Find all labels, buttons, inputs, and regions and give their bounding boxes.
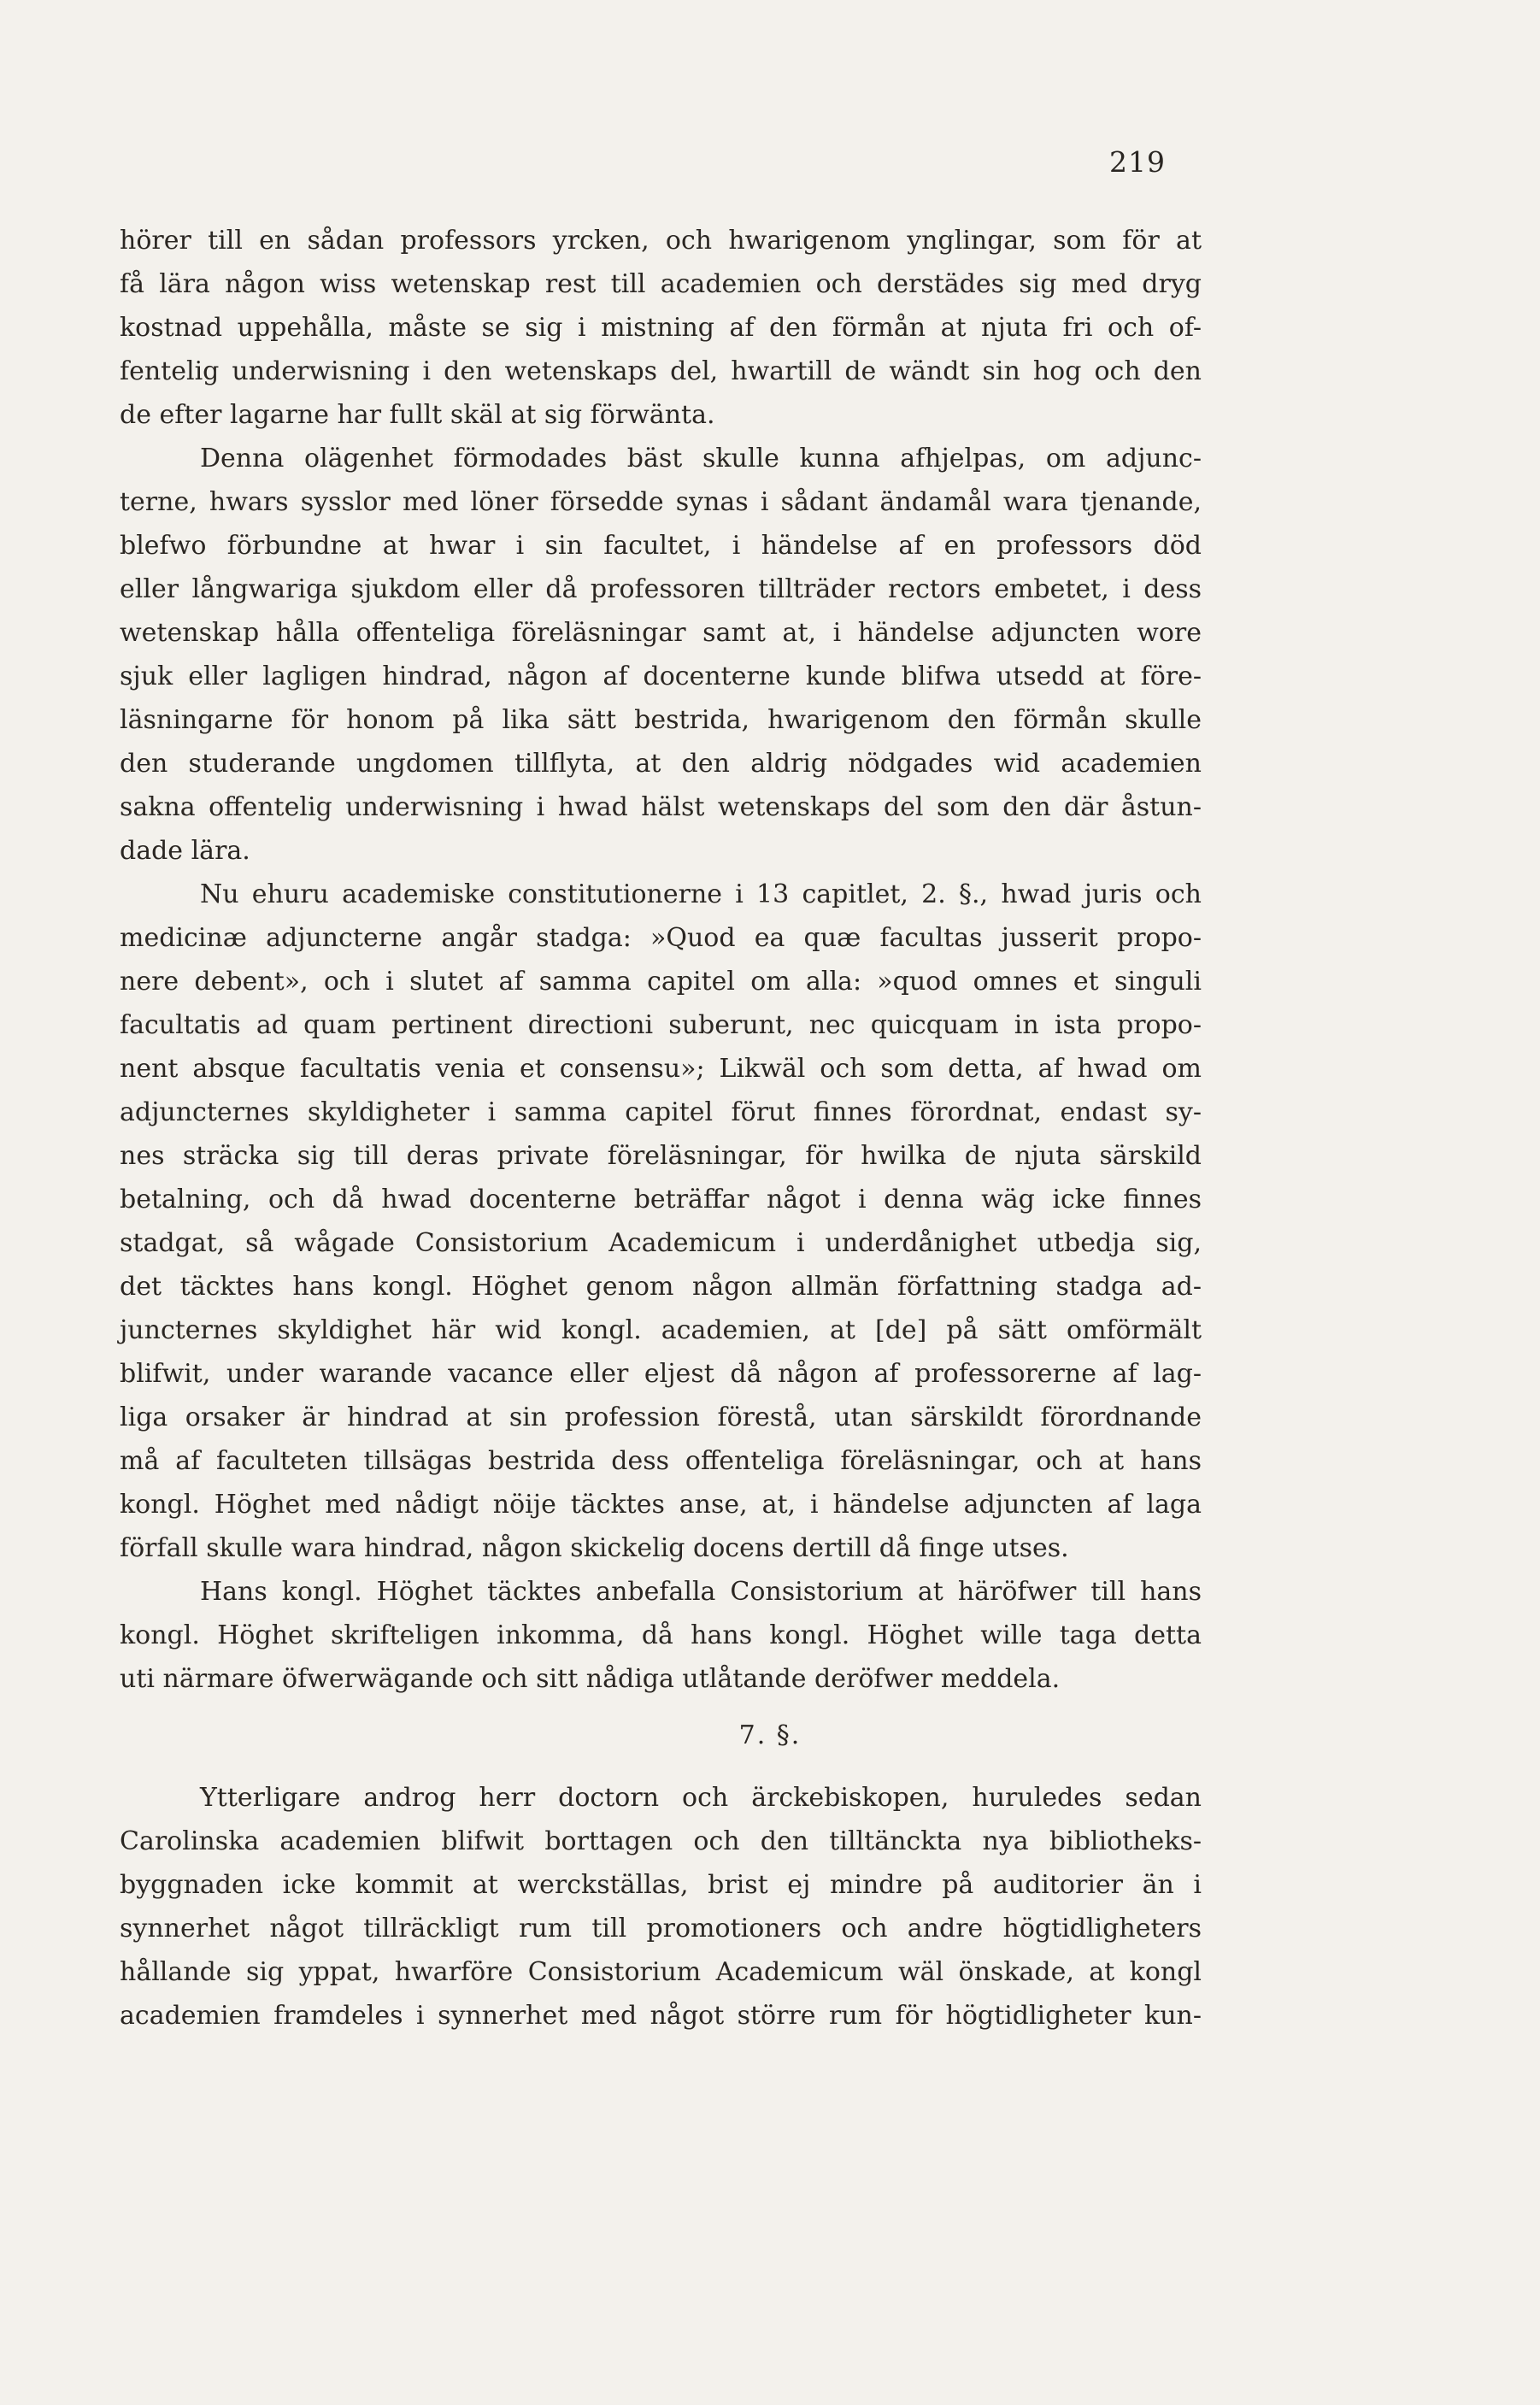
text-line: academien framdeles i synnerhet med något större rum för högtidligheter kun- (120, 2001, 1202, 2031)
paragraph-first-line: Denna olägenhet förmodades bäst skulle kunna afhjelpas, om adjunc- (200, 444, 1202, 473)
text-line: terne, hwars sysslor med löner försedde synas i sådant ändamål wara tjenande, (120, 487, 1202, 517)
text-line: wetenskap hålla offenteliga föreläsningar samt at, i händelse adjuncten wore (120, 618, 1202, 648)
text-line: Carolinska academien blifwit borttagen och den tilltänckta nya bibliotheks- (120, 1826, 1202, 1856)
paragraph-first-line: Hans kongl. Höghet täcktes anbefalla Consistorium at häröfwer till hans (200, 1577, 1202, 1607)
text-line: hållande sig yppat, hwarföre Consistorium Academicum wäl önskade, at kongl (120, 1957, 1202, 1987)
text-line: stadgat, så wågade Consistorium Academicum i underdånighet utbedja sig, (120, 1228, 1202, 1258)
paragraph-first-line: Ytterligare androg herr doctorn och ärckebiskopen, huruledes sedan (200, 1783, 1202, 1813)
text-line: nere debent», och i slutet af samma capitel om alla: »quod omnes et singuli (120, 967, 1202, 997)
text-line: kostnad uppehålla, måste se sig i mistning af den förmån at njuta fri och of- (120, 313, 1202, 343)
body-text-block (120, 219, 1202, 1701)
text-line: de efter lagarne har fullt skäl at sig förwänta. (120, 400, 715, 430)
text-line: sakna offentelig underwisning i hwad hälst wetenskaps del som den där åstun- (120, 792, 1202, 822)
text-line: kongl. Höghet skrifteligen inkomma, då hans kongl. Höghet wille taga detta (120, 1620, 1202, 1650)
text-line: blefwo förbundne at hwar i sin facultet, i händelse af en professors död (120, 531, 1202, 561)
text-line: hörer till en sådan professors yrcken, och hwarigenom ynglingar, som för at (120, 226, 1202, 256)
section-heading: 7. §. (738, 1720, 802, 1750)
text-line: nent absque facultatis venia et consensu»; Likwäl och som detta, af hwad om (120, 1054, 1202, 1084)
text-line: liga orsaker är hindrad at sin profession förestå, utan särskildt förordnande (120, 1402, 1202, 1432)
text-line: dade lära. (120, 836, 250, 866)
text-line: sjuk eller lagligen hindrad, någon af docenterne kunde blifwa utsedd at före- (120, 662, 1202, 691)
body-text-block (120, 1776, 1202, 2037)
text-line: synnerhet något tillräckligt rum till promotioners och andre högtidligheters (120, 1914, 1202, 1943)
text-line: den studerande ungdomen tillflyta, at den aldrig nödgades wid academien (120, 749, 1202, 779)
text-line: byggnaden icke kommit at werckställas, brist ej mindre på auditorier än i (120, 1870, 1202, 1900)
text-line: det täcktes hans kongl. Höghet genom någon allmän författning stadga ad- (120, 1272, 1202, 1302)
text-line: förfall skulle wara hindrad, någon skickelig docens dertill då finge utses. (120, 1533, 1069, 1563)
text-line: kongl. Höghet med nådigt nöije täcktes anse, at, i händelse adjuncten af laga (120, 1490, 1202, 1520)
text-line: nes sträcka sig till deras private föreläsningar, för hwilka de njuta särskild (120, 1141, 1202, 1171)
text-line: läsningarne för honom på lika sätt bestrida, hwarigenom den förmån skulle (120, 705, 1202, 735)
text-line: medicinæ adjuncterne angår stadga: »Quod ea quæ facultas jusserit propo- (120, 923, 1202, 953)
text-line: betalning, och då hwad docenterne beträffar något i denna wäg icke finnes (120, 1185, 1202, 1214)
text-line: blifwit, under warande vacance eller eljest då någon af professorerne af lag- (120, 1359, 1202, 1389)
paragraph-first-line: Nu ehuru academiske constitutionerne i 13 capitlet, 2. §., hwad juris och (200, 879, 1202, 909)
text-line: uti närmare öfwerwägande och sitt nådiga utlåtande deröfwer meddela. (120, 1664, 1061, 1694)
page-number: 219 (1109, 145, 1166, 179)
text-line: facultatis ad quam pertinent directioni suberunt, nec quicquam in ista propo- (120, 1010, 1202, 1040)
text-line: fentelig underwisning i den wetenskaps del, hwartill de wändt sin hog och den (120, 356, 1202, 386)
text-line: juncternes skyldighet här wid kongl. academien, at [de] på sätt omförmält (120, 1315, 1202, 1345)
text-line: eller långwariga sjukdom eller då professoren tillträder rectors embetet, i dess (120, 574, 1202, 604)
text-line: få lära någon wiss wetenskap rest till academien och derstädes sig med dryg (120, 269, 1202, 299)
text-line: adjuncternes skyldigheter i samma capitel förut finnes förordnat, endast sy- (120, 1097, 1202, 1127)
text-line: må af faculteten tillsägas bestrida dess offenteliga föreläsningar, och at hans (120, 1446, 1202, 1476)
